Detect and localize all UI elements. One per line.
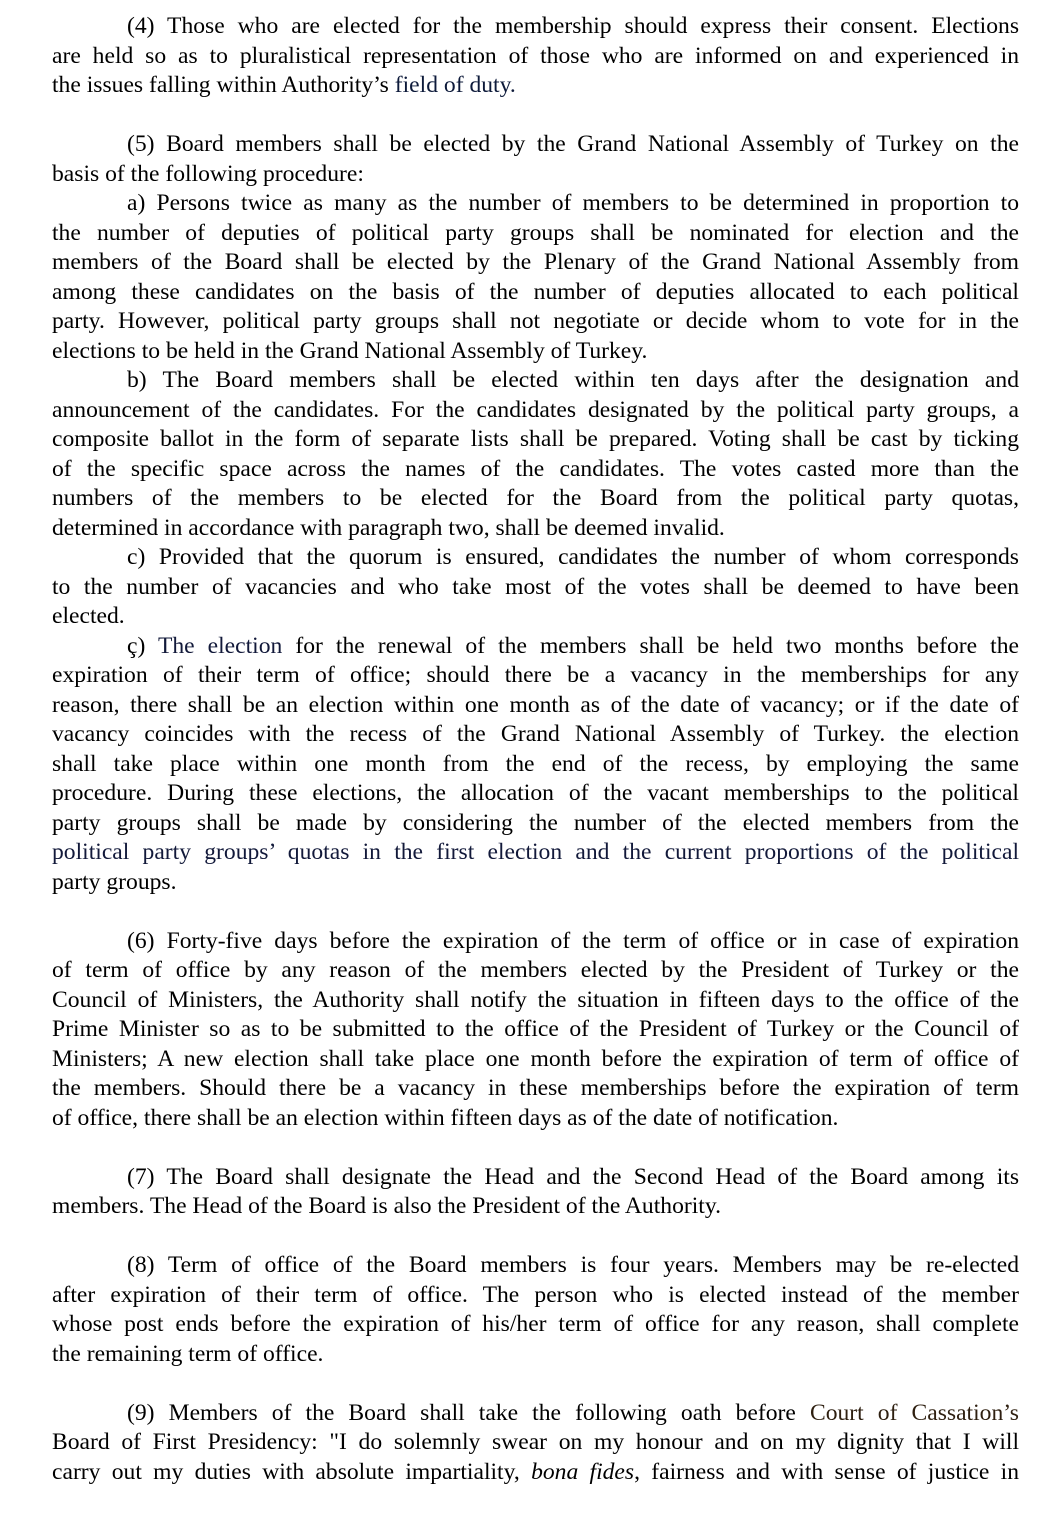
text-line [52, 927, 1019, 957]
text-segment: party groups. [52, 868, 177, 895]
text-segment: (4) Those who are elected for the membership should express their consent. Elections [127, 13, 1019, 39]
text-segment: of office, there shall be an election within fifteen days as of the date of notification. [52, 1104, 839, 1131]
text-segment: b) The Board members shall be elected within ten days after the designation and [127, 367, 1019, 393]
text-segment: , fairness and with sense of justice in [634, 1458, 1019, 1485]
text-segment: announcement of the candidates. For the candidates designated by the political party groups, a [52, 396, 1019, 423]
text-segment: members of the Board shall be elected by the Plenary of the Grand National Assembly from [52, 249, 1019, 275]
text-segment: the issues falling within Authority’s [52, 72, 395, 98]
text-segment: carry out my duties with absolute impartiality, [52, 1458, 532, 1485]
paragraph-p8 [52, 1251, 1019, 1369]
text-segment: Ministers; A new election shall take place one month before the expiration of term of office of [52, 1045, 1019, 1072]
text-line [52, 1458, 1019, 1488]
text-segment: expiration of their term of office; should there be a vacancy in the memberships for any [52, 662, 1019, 688]
highlighted-text: The election [157, 632, 283, 659]
text-segment: elections to be held in the Grand National Assembly of Turkey. [52, 337, 648, 364]
text-segment: the number of deputies of political party groups shall be nominated for election and the [52, 219, 1019, 246]
text-line [52, 661, 1019, 691]
document-page [52, 12, 1019, 1487]
text-segment: members. The Head of the Board is also the President of the Authority. [52, 1193, 721, 1219]
text-segment: Prime Minister so as to be submitted to the office of the President of Turkey or the Council of [52, 1016, 1019, 1042]
paragraph-p4 [52, 12, 1019, 101]
text-line [52, 1310, 1019, 1340]
text-line [52, 42, 1019, 72]
text-line [52, 956, 1019, 986]
text-line [52, 986, 1019, 1016]
text-segment: the remaining term of office. [52, 1340, 324, 1367]
text-line [52, 543, 1019, 573]
text-segment: after expiration of their term of office. The person who is elected instead of the member [52, 1281, 1019, 1308]
text-segment: to the number of vacancies and who take most of the votes shall be deemed to have been [52, 573, 1019, 600]
italic-term: bona fides [531, 1458, 635, 1485]
text-segment: shall take place within one month from the end of the recess, by employing the same [52, 750, 1019, 777]
text-line [52, 1192, 1019, 1222]
text-segment: of the specific space across the names of the candidates. The votes casted more than the [52, 455, 1019, 482]
text-line [52, 219, 1019, 249]
highlighted-text: field of duty. [394, 72, 516, 98]
text-segment: determined in accordance with paragraph two, shall be deemed invalid. [52, 514, 725, 541]
text-line [52, 1045, 1019, 1075]
paragraph-p6 [52, 927, 1019, 1134]
text-segment: Board of First Presidency: "I do solemnly swear on my honour and on my dignity that I will [52, 1429, 1019, 1455]
text-line [52, 1281, 1019, 1311]
paragraph-p9 [52, 1399, 1019, 1488]
text-line [52, 1163, 1019, 1193]
text-segment: basis of the following procedure: [52, 160, 364, 187]
text-segment: (5) Board members shall be elected by the Grand National Assembly of Turkey on the [127, 131, 1019, 157]
text-segment: whose post ends before the expiration of his/her term of office for any reason, shall complete [52, 1311, 1019, 1337]
text-segment: a) Persons twice as many as the number of members to be determined in proportion to [127, 190, 1019, 216]
text-line [52, 573, 1019, 603]
text-segment: are held so as to pluralistical representation of those who are informed on and experienced in [52, 42, 1019, 69]
text-line [52, 189, 1019, 219]
text-segment: party groups shall be made by considering the number of the elected members from the [52, 809, 1019, 836]
text-line [52, 868, 1019, 898]
text-segment: composite ballot in the form of separate lists shall be prepared. Voting shall be cast by ticking [52, 426, 1019, 452]
text-line [52, 750, 1019, 780]
text-segment: of term of office by any reason of the members elected by the President of Turkey or the [52, 957, 1019, 983]
text-line [52, 396, 1019, 426]
text-segment: among these candidates on the basis of the number of deputies allocated to each political [52, 278, 1019, 305]
paragraph-spacer [52, 101, 1019, 131]
text-line [52, 632, 1019, 662]
text-segment: (8) Term of office of the Board members is four years. Members may be re-elected [127, 1252, 1019, 1278]
text-segment: (9) Members of the Board shall take the following oath before [127, 1399, 810, 1426]
text-segment: numbers of the members to be elected for the Board from the political party quotas, [52, 485, 1019, 511]
text-line [52, 691, 1019, 721]
text-segment: ç) [127, 632, 158, 659]
text-segment: elected. [52, 603, 125, 629]
text-line [52, 1428, 1019, 1458]
highlighted-text: Court of Cassation’s [809, 1399, 1019, 1426]
text-line [52, 130, 1019, 160]
text-line [52, 1399, 1019, 1429]
text-line [52, 1251, 1019, 1281]
paragraph-spacer [52, 1369, 1019, 1399]
text-segment: Council of Ministers, the Authority shall notify the situation in fifteen days to the office of the [52, 986, 1019, 1013]
text-line [52, 1340, 1019, 1370]
text-line [52, 337, 1019, 367]
highlighted-text: political party groups’ quotas in the first election and the current proportions of the political [52, 839, 1019, 865]
text-line [52, 12, 1019, 42]
text-line [52, 602, 1019, 632]
paragraph-spacer [52, 1133, 1019, 1163]
text-segment: (6) Forty-five days before the expiration of the term of office or in case of expiration [127, 927, 1019, 954]
text-line [52, 307, 1019, 337]
text-segment: procedure. During these elections, the allocation of the vacant memberships to the political [52, 780, 1019, 806]
text-line [52, 160, 1019, 190]
paragraph-spacer [52, 897, 1019, 927]
text-line [52, 484, 1019, 514]
text-line [52, 425, 1019, 455]
text-line [52, 71, 1019, 101]
text-line [52, 1104, 1019, 1134]
paragraph-p5 [52, 130, 1019, 897]
text-line [52, 809, 1019, 839]
paragraph-p7 [52, 1163, 1019, 1222]
text-segment: reason, there shall be an election within one month as of the date of vacancy; or if the date of [52, 691, 1019, 718]
text-line [52, 720, 1019, 750]
text-segment: for the renewal of the members shall be held two months before the [282, 632, 1019, 659]
text-line [52, 838, 1019, 868]
text-segment: the members. Should there be a vacancy in these memberships before the expiration of term [52, 1075, 1019, 1101]
text-segment: c) Provided that the quorum is ensured, candidates the number of whom corresponds [127, 544, 1019, 570]
text-line [52, 1015, 1019, 1045]
text-line [52, 1074, 1019, 1104]
text-line [52, 779, 1019, 809]
text-line [52, 514, 1019, 544]
text-line [52, 278, 1019, 308]
text-segment: vacancy coincides with the recess of the Grand National Assembly of Turkey. the election [52, 721, 1019, 747]
text-segment: (7) The Board shall designate the Head and the Second Head of the Board among its [127, 1163, 1019, 1190]
text-segment: party. However, political party groups shall not negotiate or decide whom to vote for in the [52, 308, 1019, 334]
text-line [52, 455, 1019, 485]
text-line [52, 248, 1019, 278]
paragraph-spacer [52, 1222, 1019, 1252]
text-line [52, 366, 1019, 396]
